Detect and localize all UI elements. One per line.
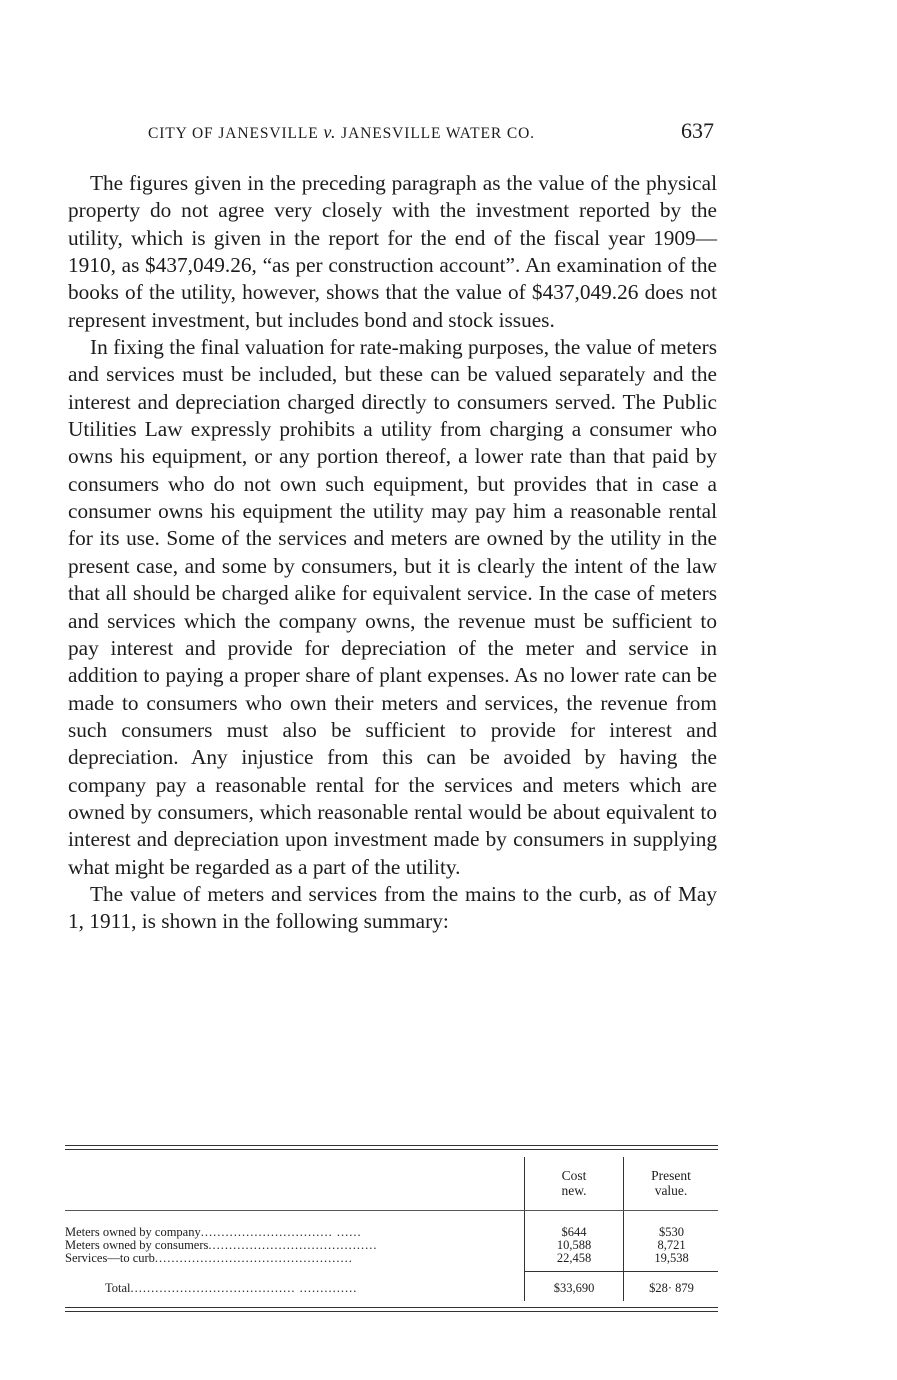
leader-dots: ................................ ...... xyxy=(200,1226,362,1239)
total-label xyxy=(65,1282,518,1295)
row-label xyxy=(65,1239,518,1252)
paragraph-2: In fixing the final valuation for rate-making purposes, the value of meters and services must be included, but these can be valued separately and the interest and depreciation charged directly to consumers served. The Public Utilities Law expressly prohibits a utility from charging a consumer who owns his equipment, or any portion thereof, a lower rate than that paid by consumers who do not own such equipment, but provides that in case a consumer owns his equipment the utility may pay him a reasonable rental for its use. Some of the services and meters are owned by the utility in the present case, and some by consumers, but it is clearly the intent of the law that all should be charged alike for equivalent service. In the case of meters and services which the company owns, the revenue must be sufficient to pay interest and provide for depreciation of the meter and service in addition to paying a proper share of plant expenses. As no lower rate can be made to consumers who own their meters and services, the revenue from such consumers must also be sufficient to provide for interest and depreciation. Any injustice from this can be avoided by having the company pay a reasonable rental for the services and meters which are owned by consumers, which reasonable rental would be about equivalent to interest and depreciation upon investment made by consumers in supplying what might be regarded as a part of the utility. xyxy=(68,335,717,879)
col-header-present-value-line2: value. xyxy=(654,1183,688,1198)
total-label-text: Total xyxy=(105,1282,131,1295)
summary-table xyxy=(65,1145,718,1323)
row-label-text: Meters owned by company xyxy=(65,1226,201,1239)
paragraph-1: The figures given in the preceding paragraph as the value of the physical property do not agree very closely with the investment reported by the utility, which is given in the report for the end of the fiscal year 1909—1910, as $437,049.26, “as per construction account”. An examination of the books of the utility, however, shows that the value of $437,049.26 does not represent investment, but includes bond and stock issues. xyxy=(68,171,717,332)
cost-new-value: 22,458 xyxy=(556,1251,592,1265)
running-title xyxy=(148,122,535,143)
row-label-text: Services—to curb xyxy=(65,1252,155,1265)
leader-dots: ................................................ xyxy=(154,1252,353,1265)
col-header-cost-new-line1: Cost xyxy=(561,1168,587,1183)
table-top-rule-2 xyxy=(65,1149,718,1150)
total-present-value: $28· 879 xyxy=(649,1281,694,1295)
total-cost-new: $33,690 xyxy=(553,1281,595,1295)
present-value: 19,538 xyxy=(654,1251,689,1265)
header-rule xyxy=(65,1210,718,1211)
running-title-versus: v. xyxy=(323,122,337,142)
table-row xyxy=(65,1226,718,1239)
present-value: 8,721 xyxy=(657,1238,686,1252)
page-number: 637 xyxy=(681,118,714,143)
present-value: $530 xyxy=(659,1225,684,1239)
table-bottom-rule-2 xyxy=(65,1311,718,1312)
col-header-cost-new xyxy=(525,1168,623,1198)
row-label-text: Meters owned by consumers xyxy=(65,1239,209,1252)
cost-new-value: $644 xyxy=(561,1225,587,1239)
table-bottom-rule-1 xyxy=(65,1307,718,1308)
running-title-right: JANESVILLE WATER CO. xyxy=(336,125,535,142)
body-text xyxy=(68,170,717,936)
running-head xyxy=(148,118,714,148)
total-rule xyxy=(524,1271,718,1272)
running-title-left: CITY OF JANESVILLE xyxy=(148,125,324,142)
col-header-cost-new-line2: new. xyxy=(561,1183,587,1198)
row-label xyxy=(65,1252,518,1265)
leader-dots: ......................................... xyxy=(208,1239,378,1252)
paragraph-3: The value of meters and services from the mains to the curb, as of May 1, 1911, is shown in the following summary: xyxy=(68,881,717,934)
total-row xyxy=(65,1282,718,1295)
leader-dots: ........................................ .............. xyxy=(130,1282,358,1295)
col-header-present-value xyxy=(624,1168,718,1198)
cost-new-value: 10,588 xyxy=(556,1238,592,1252)
table-top-rule-1 xyxy=(65,1145,718,1146)
table-row xyxy=(65,1239,718,1252)
col-header-present-value-line1: Present xyxy=(651,1168,691,1183)
row-label xyxy=(65,1226,518,1239)
table-row xyxy=(65,1252,718,1265)
